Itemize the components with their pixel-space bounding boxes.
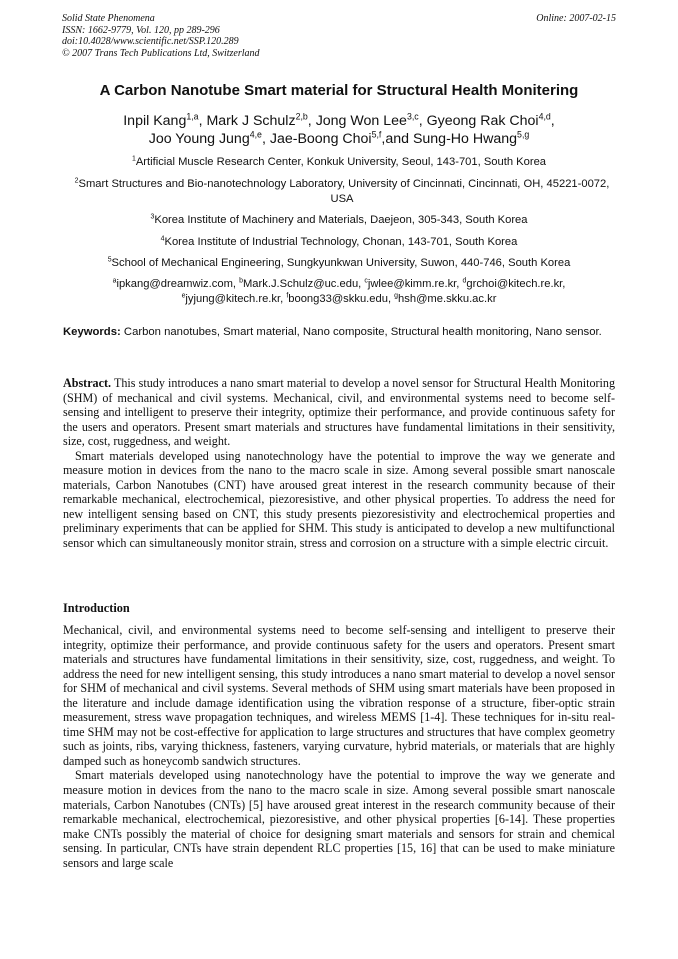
- affiliation-5: [62, 256, 616, 271]
- author-separator: ,and: [381, 131, 413, 147]
- affiliation-number: 1: [131, 155, 136, 163]
- abstract-paragraph: Smart materials developed using nanotechnology have the potential to improve the way we generate and measure motion in devices from the nano to the macro scale in size. Among several possible smart nanoscale materials, Carbon Nanotubes (CNT) have aroused great interest in the research community because of their remarkable mechanical, electrochemical, piezoresistive, and other physical properties. To address the need for new intelligent sensing based on CNT, this study presents piezoresistivity and electrochemical properties and preliminary experiments that can be applied for SHM. This study is anticipated to develop a new multifunctional sensor which can simultaneously monitor strain, stress and corrosion on a structure with a simple electric circuit.: [63, 448, 615, 551]
- author-separator: ,: [261, 131, 270, 147]
- email-sup: e: [181, 292, 186, 300]
- affiliation-number: 4: [160, 235, 165, 243]
- journal-name: Solid State Phenomena: [62, 13, 155, 24]
- email: [113, 278, 240, 290]
- affiliation-text: Artificial Muscle Research Center, Konkuk University, Seoul, 143-701, South Korea: [135, 156, 547, 168]
- author: [413, 131, 529, 147]
- email-sup: g: [394, 292, 399, 300]
- email-address: jwlee@kimm.re.kr,: [367, 278, 463, 290]
- author-name: Jae-Boong Choi: [269, 131, 372, 147]
- abstract-label: Abstract.: [63, 376, 112, 390]
- author-sup: 1,a: [186, 111, 199, 122]
- author-name: Jong Won Lee: [315, 113, 407, 129]
- affiliation-3: [62, 213, 616, 228]
- email-sup: b: [239, 277, 243, 285]
- affiliation-text: Smart Structures and Bio-nanotechnology Laboratory, University of Cincinnati, Cincinnati, OH, 45221-0072, USA: [78, 178, 610, 205]
- doi-line: doi:10.4028/www.scientific.net/SSP.120.289: [62, 36, 239, 47]
- author: [149, 131, 270, 147]
- email-sup: c: [364, 277, 368, 285]
- email-list: [62, 277, 616, 307]
- email-sup: d: [462, 277, 467, 285]
- paper-title: A Carbon Nanotube Smart material for Structural Health Monitering: [99, 82, 579, 99]
- abstract-text: This study introduces a nano smart material to develop a novel sensor for Structural Health Monitoring (SHM) of mechanical and civil systems. Mechanical, civil, and environmental systems need to become self-sensing and intelligent to preserve their integrity, optimize their performance, and provide continuous safety for the users and operators. Present smart materials and structures have fundamental limitations in their sensitivity, size, cost, ruggedness, and weight.: [63, 376, 616, 449]
- affiliation-2: [72, 177, 612, 207]
- author-separator: ,: [198, 113, 207, 129]
- email-address: grchoi@kitech.re.kr,: [466, 278, 566, 290]
- author-separator: ,: [418, 113, 427, 129]
- keywords-label: Keywords:: [63, 326, 121, 338]
- issn-line: ISSN: 1662-9779, Vol. 120, pp 289-296: [62, 24, 220, 36]
- author-name: Inpil Kang: [123, 113, 187, 129]
- author-separator: ,: [307, 113, 316, 129]
- affiliation-4: [62, 235, 616, 250]
- author-name: Gyeong Rak Choi: [426, 113, 539, 129]
- author: [123, 113, 206, 129]
- affiliation-number: 2: [74, 177, 79, 185]
- email: [182, 293, 287, 305]
- email: [463, 278, 566, 290]
- email-sup: f: [286, 292, 289, 300]
- journal-header: [62, 13, 616, 59]
- author-sup: 2,b: [295, 111, 308, 122]
- affiliation-1: [62, 155, 616, 170]
- author: [270, 131, 413, 147]
- affiliation-text: School of Mechanical Engineering, Sungkyunkwan University, Suwon, 440-746, South Korea: [111, 257, 571, 269]
- author: [316, 113, 427, 129]
- author-sup: 5,f: [371, 129, 382, 140]
- author-sup: 4,e: [249, 129, 262, 140]
- author-name: Joo Young Jung: [148, 131, 250, 147]
- abstract-section: [63, 376, 615, 551]
- author: [206, 113, 315, 129]
- email-address: hsh@me.skku.ac.kr: [398, 293, 497, 305]
- author-sup: 5,g: [517, 129, 530, 140]
- copyright-line: © 2007 Trans Tech Publications Ltd, Switzerland: [62, 47, 260, 59]
- email: [394, 293, 496, 305]
- affiliation-number: 5: [107, 256, 112, 264]
- author: [427, 113, 555, 129]
- author-list: [60, 112, 618, 148]
- email-sup: a: [112, 277, 117, 285]
- email-address: boong33@skku.edu,: [288, 293, 395, 305]
- author-sup: 4,d: [538, 111, 551, 122]
- email-address: ipkang@dreamwiz.com,: [116, 278, 240, 290]
- author-name: Mark J Schulz: [206, 113, 296, 129]
- affiliation-number: 3: [150, 213, 155, 221]
- email: [286, 293, 394, 305]
- affiliation-text: Korea Institute of Industrial Technology, Chonan, 143-701, South Korea: [164, 236, 518, 248]
- introduction-paragraph: Smart materials developed using nanotechnology have the potential to improve the way we generate and measure motion in devices from the nano to the macro scale in size. Among several possible smart nanoscale materials, Carbon Nanotubes (CNTs) [5] have aroused great interest in the research community because of their remarkable mechanical, electrochemical, piezoresistive, and other physical properties [6-14]. These properties make CNTs possibly the material of choice for designing smart materials and sensors for strain and chemical sensing. In particular, CNTs have strain dependent RLC properties [15, 16] that can be used to make miniature sensors and large scale: [63, 768, 615, 870]
- email: [364, 278, 462, 290]
- affiliation-text: Korea Institute of Machinery and Materials, Daejeon, 305-343, South Korea: [154, 214, 528, 226]
- email-address: jyjung@kitech.re.kr,: [185, 293, 287, 305]
- author-name: Sung-Ho Hwang: [412, 131, 518, 147]
- author-separator: ,: [550, 113, 555, 129]
- section-heading-introduction: Introduction: [63, 601, 130, 615]
- email-address: Mark.J.Schulz@uc.edu,: [242, 278, 365, 290]
- author-sup: 3,c: [406, 111, 419, 122]
- abstract-paragraph: [63, 376, 615, 449]
- introduction-section: [63, 623, 615, 870]
- online-date: Online: 2007-02-15: [536, 13, 616, 24]
- keywords: [63, 325, 615, 340]
- keywords-text: Carbon nanotubes, Smart material, Nano composite, Structural health monitoring, Nano sensor.: [123, 326, 602, 338]
- email: [239, 278, 364, 290]
- introduction-paragraph: Mechanical, civil, and environmental systems need to become self-sensing and intelligent to preserve their integrity, optimize their performance, and provide continuous safety for the users and operators. Present smart materials and structures have fundamental limitations in their sensitivity, size, cost, ruggedness, and weight. To address the need for new intelligent sensing, this study introduces a nano smart material to develop a novel sensor for SHM of mechanical and civil systems. Several methods of SHM using smart materials have been proposed in the literature and include damage identification using the vibration response of a structure, fiber-optic strain measurement, stress wave propagation techniques, and wireless MEMS [1-4]. These techniques for in-situ real-time SHM may not be cost-effective for application to large structures and structures that have complex geometry such as joints, ribs, varying thickness, fasteners, varying curvature, hybrid materials, or materials that are highly damped such as honeycomb sandwich structures.: [63, 623, 615, 768]
